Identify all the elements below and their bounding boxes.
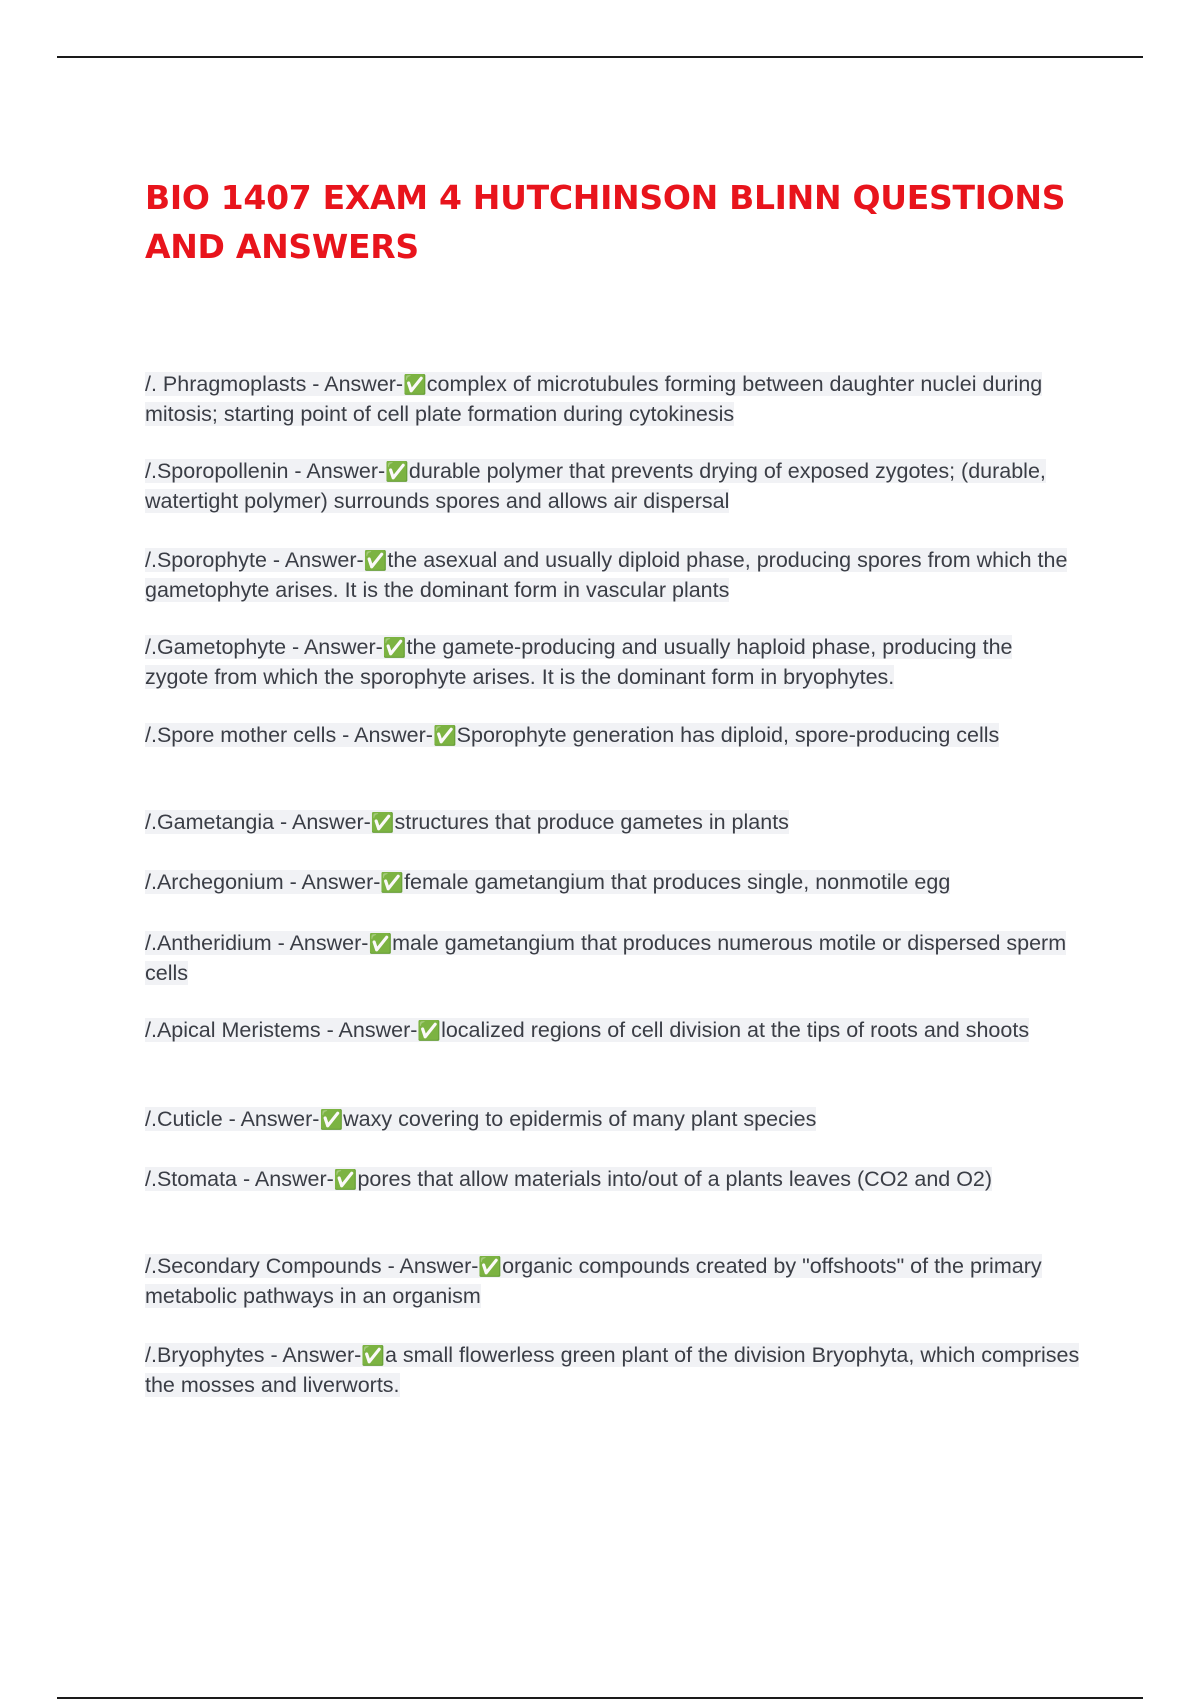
qa-answer: the asexual and usually diploid phase, producing spores from which the gametophyte arises. It is the dominant form in vascular plants: [145, 548, 1068, 602]
check-icon: ✅: [333, 1169, 358, 1191]
qa-answer: a small flowerless green plant of the division Bryophyta, which comprises the mosses and liverworts.: [145, 1343, 1080, 1397]
qa-item: [145, 1105, 1080, 1135]
qa-term: /.Gametophyte - Answer-: [145, 635, 383, 659]
qa-answer: complex of microtubules forming between daughter nuclei during mitosis; starting point of cell plate formation during cytokinesis: [145, 372, 1043, 426]
check-icon: ✅: [368, 933, 393, 955]
qa-term: /.Gametangia - Answer-: [145, 810, 371, 834]
qa-term: /.Sporopollenin - Answer-: [145, 459, 386, 483]
qa-answer: localized regions of cell division at the tips of roots and shoots: [441, 1018, 1030, 1042]
qa-term: /.Sporophyte - Answer-: [145, 548, 364, 572]
qa-item: [145, 457, 1080, 516]
top-rule: [57, 56, 1143, 58]
check-icon: ✅: [380, 872, 405, 894]
check-icon: ✅: [385, 461, 409, 483]
qa-term: /.Archegonium - Answer-: [145, 870, 381, 894]
qa-item: [145, 633, 1080, 692]
qa-item: [145, 1165, 1080, 1195]
qa-term: /.Antheridium - Answer-: [145, 931, 369, 955]
qa-answer: Sporophyte generation has diploid, spore-producing cells: [456, 723, 1000, 747]
qa-answer: male gametangium that produces numerous motile or dispersed sperm cells: [145, 931, 1067, 985]
qa-term: /.Cuticle - Answer-: [145, 1107, 320, 1131]
qa-term: /.Apical Meristems - Answer-: [145, 1018, 418, 1042]
check-icon: ✅: [370, 812, 395, 834]
qa-item: [145, 370, 1080, 429]
check-icon: ✅: [363, 550, 388, 572]
qa-answer: structures that produce gametes in plants: [394, 810, 789, 834]
qa-item: [145, 929, 1080, 988]
qa-term: /.Secondary Compounds - Answer-: [145, 1254, 479, 1278]
qa-answer: pores that allow materials into/out of a plants leaves (CO2 and O2): [357, 1167, 993, 1191]
qa-item: [145, 868, 1080, 898]
check-icon: ✅: [382, 637, 407, 659]
check-icon: ✅: [403, 374, 427, 396]
qa-item: [145, 808, 1080, 838]
qa-answer: organic compounds created by "offshoots" of the primary metabolic pathways in an organism: [145, 1254, 1042, 1308]
qa-item: [145, 1016, 1080, 1046]
qa-answer: durable polymer that prevents drying of exposed zygotes; (durable, watertight polymer) surrounds spores and allows air dispersal: [145, 459, 1046, 513]
qa-item: [145, 1341, 1080, 1400]
qa-term: /.Spore mother cells - Answer-: [145, 723, 433, 747]
document-title: BIO 1407 EXAM 4 HUTCHINSON BLINN QUESTIONS AND ANSWERS: [145, 178, 1066, 266]
check-icon: ✅: [478, 1256, 503, 1278]
check-icon: ✅: [432, 725, 457, 747]
bottom-rule: [57, 1697, 1143, 1699]
qa-term: /. Phragmoplasts - Answer-: [145, 372, 404, 396]
qa-answer: the gamete-producing and usually haploid phase, producing the zygote from which the sporophyte arises. It is the dominant form in bryophytes.: [145, 635, 1013, 689]
qa-answer: female gametangium that produces single, nonmotile egg: [404, 870, 951, 894]
qa-term: /.Bryophytes - Answer-: [145, 1343, 362, 1367]
check-icon: ✅: [361, 1345, 385, 1367]
qa-item: [145, 546, 1080, 605]
qa-item: [145, 1252, 1080, 1311]
qa-answer: waxy covering to epidermis of many plant species: [343, 1107, 817, 1131]
qa-item: [145, 721, 1080, 751]
check-icon: ✅: [319, 1109, 344, 1131]
qa-term: /.Stomata - Answer-: [145, 1167, 334, 1191]
check-icon: ✅: [417, 1020, 442, 1042]
